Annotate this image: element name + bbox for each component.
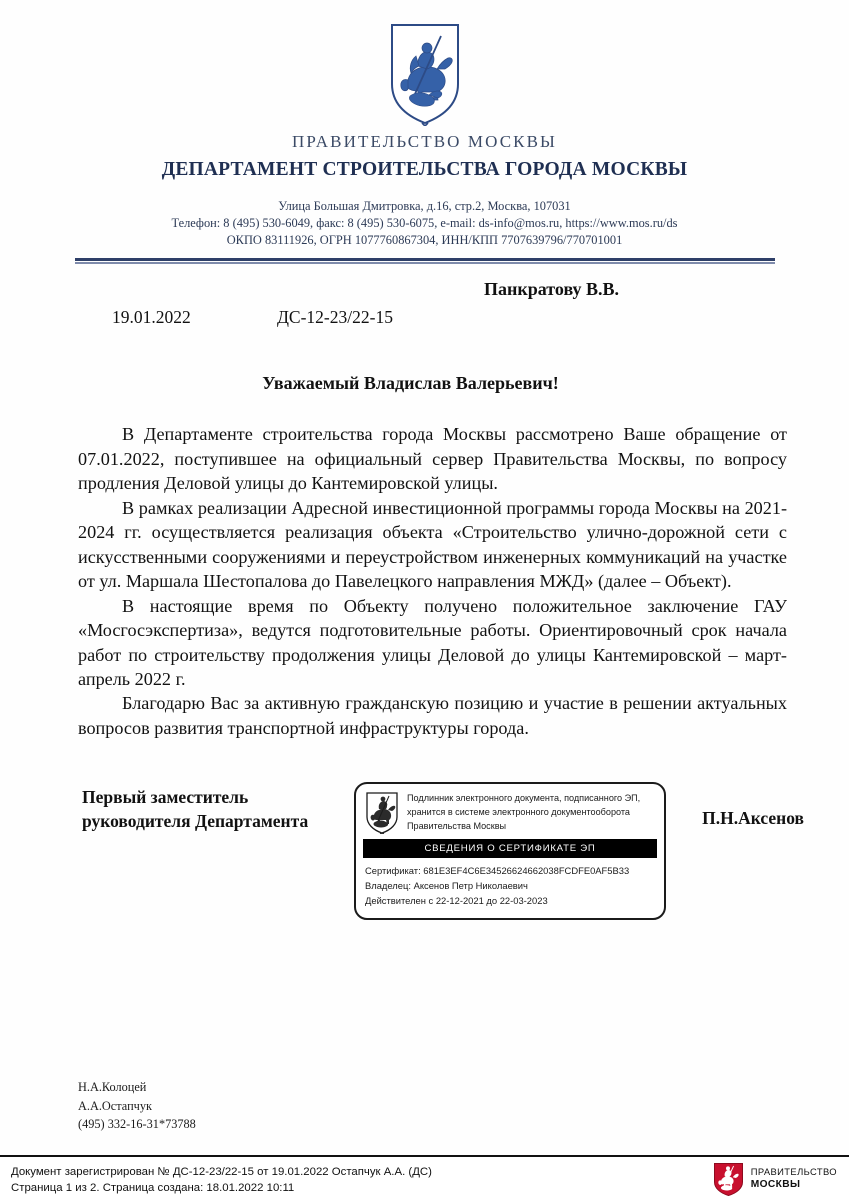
salutation: Уважаемый Владислав Валерьевич! (262, 373, 559, 394)
signatory-title-line2: руководителя Департамента (82, 810, 309, 831)
body-paragraph: В настоящие время по Объекту получено положительное заключение ГАУ «Мосгосэкспертиза», ведутся подготовительные работы. Ориентировочный срок начала работ по строительству продолжения улицы Деловой до улицы Кантемировской – март-апрель 2022 г. (78, 595, 787, 690)
letterhead (0, 0, 849, 265)
signatory-title-line1: Первый заместитель (82, 787, 249, 808)
executor-name-1: Н.А.Колоцей (78, 1080, 147, 1094)
document-date: 19.01.2022 (112, 307, 191, 328)
signature-block (0, 776, 849, 936)
letterhead-contacts (0, 198, 849, 249)
registration-line: Документ зарегистрирован № ДС-12-23/22-15 от 19.01.2022 Остапчук А.А. (ДС) (11, 1166, 432, 1178)
executors-block (78, 1078, 196, 1134)
footer-logo-line1: ПРАВИТЕЛЬСТВО (750, 1166, 837, 1178)
body-paragraph: Благодарю Вас за активную гражданскую позицию и участие в решении актуальных вопросов развития транспортной инфраструктуры города. (78, 693, 787, 738)
address-line: Улица Большая Дмитровка, д.16, стр.2, Москва, 107031 (278, 199, 571, 213)
executor-phone: (495) 332-16-31*73788 (78, 1117, 196, 1132)
moscow-coat-of-arms-red-icon (713, 1162, 744, 1196)
footer-moscow-logo (713, 1162, 837, 1196)
estamp-notice (356, 784, 664, 834)
estamp-notice-line2: хранится в системе электронного документооборота (407, 807, 630, 818)
body-paragraph: В Департаменте строительства города Москвы рассмотрено Ваше обращение от 07.01.2022, поступившее на официальный сервер Правительства Москвы, по вопросу продления Деловой улицы до Кантемировской улицы. (78, 424, 787, 494)
estamp-certificate-details (365, 863, 664, 909)
department-title: ДЕПАРТАМЕНТ СТРОИТЕЛЬСТВА ГОРОДА МОСКВЫ (161, 159, 688, 180)
estamp-certificate-owner: Владелец: Аксенов Петр Николаевич (365, 880, 528, 892)
signatory-name: П.Н.Аксенов (702, 808, 804, 829)
electronic-signature-stamp (354, 782, 666, 920)
contacts-line: Телефон: 8 (495) 530-6049, факс: 8 (495) 530-6075, e-mail: ds-info@mos.ru, https://www.mos.ru/ds (171, 216, 678, 231)
government-title: ПРАВИТЕЛЬСТВО МОСКВЫ (292, 132, 557, 151)
moscow-coat-of-arms-outline-icon (365, 791, 399, 834)
document-number: ДС-12-23/22-15 (277, 307, 393, 328)
document-meta (0, 279, 849, 351)
page-info-line: Страница 1 из 2. Страница создана: 18.01.2022 10:11 (11, 1182, 295, 1195)
estamp-notice-line1: Подлинник электронного документа, подписанного ЭП, (407, 793, 641, 804)
estamp-notice-line3: Правительства Москвы (407, 821, 507, 832)
moscow-coat-of-arms-blue-icon (388, 22, 462, 126)
estamp-certificate-validity: Действителен с 22-12-2021 до 22-03-2023 (365, 895, 548, 907)
estamp-certificate-serial: Сертификат: 681E3EF4C6E34526624662038FCDFE0AF5B33 (365, 864, 630, 876)
executor-name-2: А.А.Остапчук (78, 1098, 152, 1113)
registry-codes-line: ОКПО 83111926, ОГРН 1077760867304, ИНН/КПП 7707639796/770701001 (226, 233, 623, 248)
footer-bar (0, 1157, 849, 1200)
letter-body (78, 422, 787, 740)
footer-logo-line2: МОСКВЫ (750, 1179, 801, 1191)
letterhead-divider (75, 258, 775, 265)
estamp-certificate-bar: СВЕДЕНИЯ О СЕРТИФИКАТЕ ЭП (363, 839, 657, 858)
addressee: Панкратову В.В. (484, 279, 620, 300)
footer-registration-text (11, 1164, 432, 1196)
signatory-title (82, 786, 308, 832)
body-paragraph: В рамках реализации Адресной инвестиционной программы города Москвы на 2021-2024 гг. осуществляется реализация объекта «Строительство улично-дорожной сети с искусственными сооружениями и переустройством инженерных коммуникаций на участке от ул. Маршала Шестопалова до Павелецкого направления МЖД» (далее – Объект). (78, 497, 787, 592)
